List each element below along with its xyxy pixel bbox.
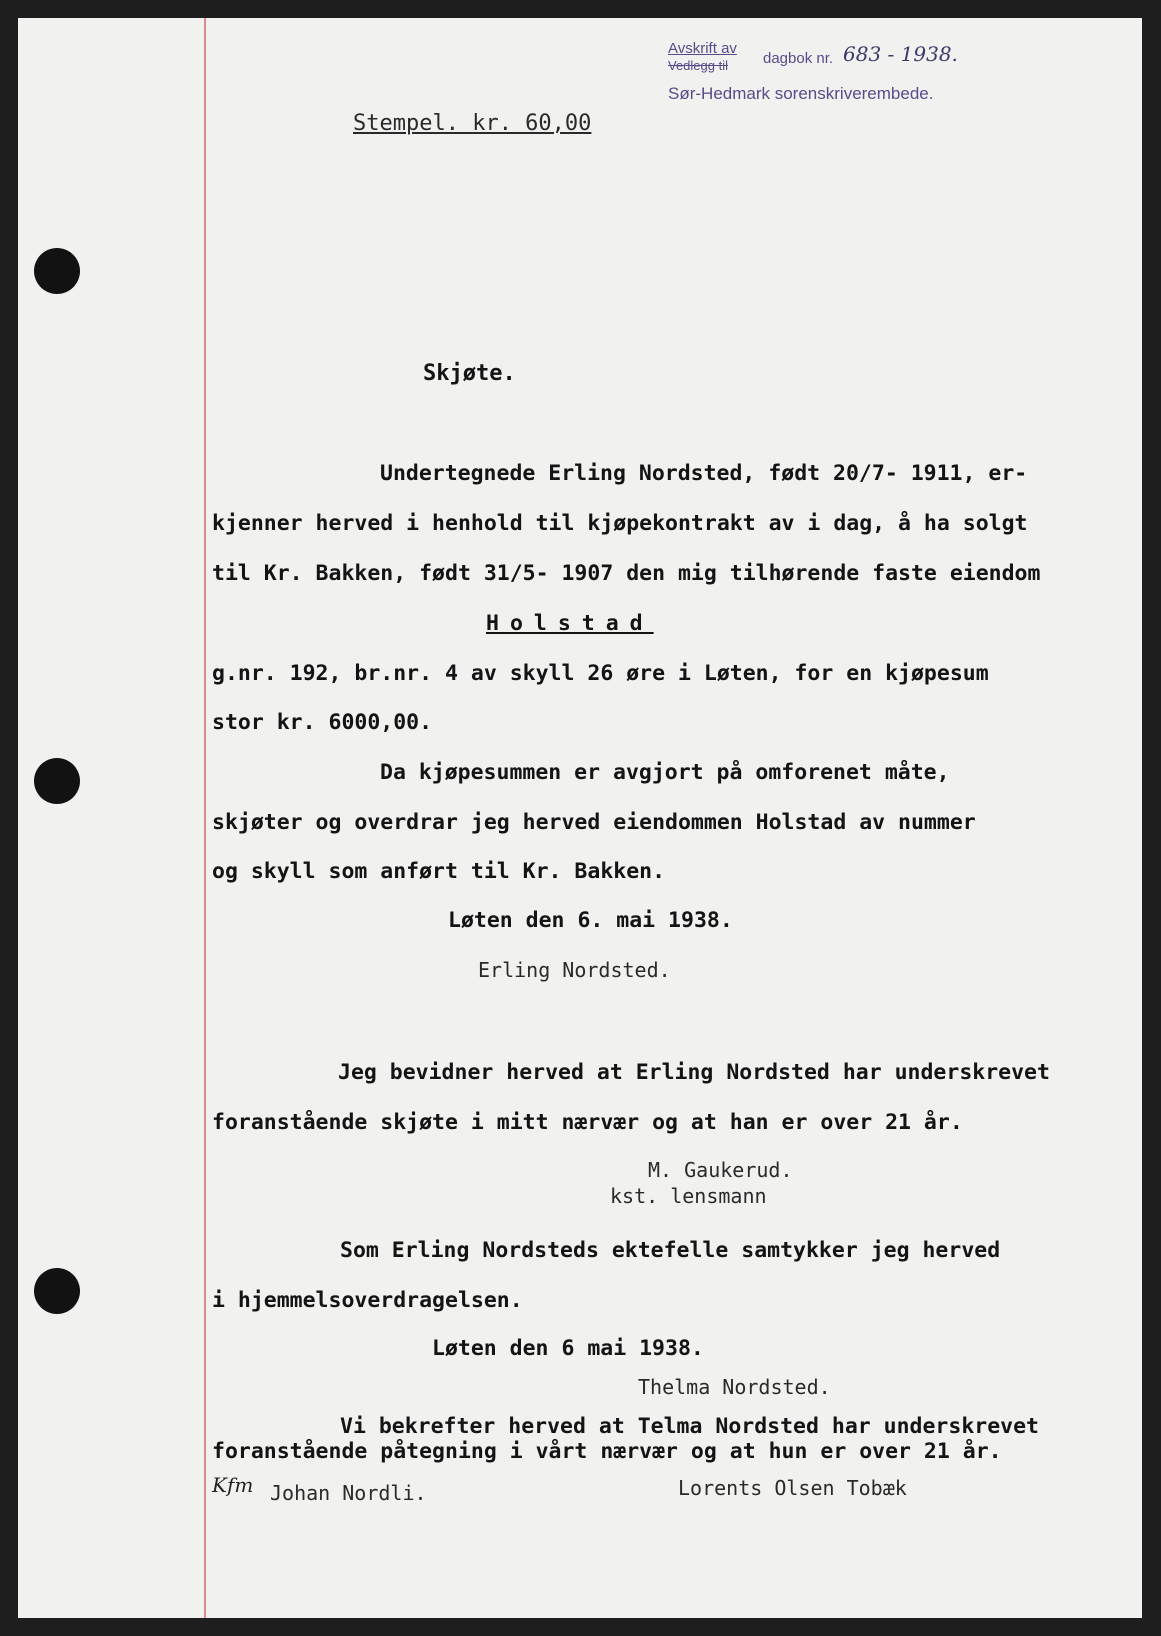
- margin-line: [204, 18, 206, 1618]
- consent-line2: i hjemmelsoverdragelsen.: [212, 1288, 523, 1313]
- confirm-line2: foranstående påtegning i vårt nærvær og at hun er over 21 år.: [212, 1439, 1002, 1464]
- stamp-struck: Vedlegg til: [668, 58, 728, 73]
- document-title: Skjøte.: [423, 361, 516, 386]
- stamp-fee: Stempel. kr. 60,00: [353, 111, 592, 136]
- signature-thelma: Thelma Nordsted.: [638, 1375, 831, 1399]
- punch-hole-bottom: [34, 1268, 80, 1314]
- stamp-dagbok-number: 683 - 1938.: [843, 42, 958, 66]
- stamp-header: [668, 40, 1098, 110]
- witness-line2: foranstående skjøte i mitt nærvær og at han er over 21 år.: [212, 1110, 963, 1135]
- punch-hole-middle: [34, 758, 80, 804]
- confirm-line1: Vi bekrefter herved at Telma Nordsted har underskrevet: [340, 1414, 1039, 1439]
- signature-erling: Erling Nordsted.: [478, 958, 671, 982]
- date-2: Løten den 6 mai 1938.: [432, 1336, 704, 1361]
- paragraph1-line2: kjenner herved i henhold til kjøpekontrakt av i dag, å ha solgt: [212, 511, 1028, 536]
- stamp-dagbok: dagbok nr.: [763, 50, 834, 67]
- paragraph2-line1: Da kjøpesummen er avgjort på omforenet måte,: [380, 760, 950, 785]
- stamp-office: Sør-Hedmark sorenskriverembede.: [668, 84, 934, 103]
- date-1: Løten den 6. mai 1938.: [448, 908, 733, 933]
- witness-name: M. Gaukerud.: [648, 1158, 793, 1182]
- paragraph2-line2: skjøter og overdrar jeg herved eiendommen Holstad av nummer: [212, 810, 976, 835]
- paragraph1-line1: Undertegnede Erling Nordsted, født 20/7- 1911, er-: [380, 461, 1028, 486]
- signature-johan: Johan Nordli.: [270, 1481, 427, 1505]
- signature-lorents: Lorents Olsen Tobæk: [678, 1476, 907, 1500]
- document-page: [18, 18, 1142, 1618]
- paragraph1-cont-line1: g.nr. 192, br.nr. 4 av skyll 26 øre i Løten, for en kjøpesum: [212, 661, 989, 686]
- witness-line1: Jeg bevidner herved at Erling Nordsted har underskrevet: [338, 1060, 1050, 1085]
- stamp-avskrift: Avskrift av: [668, 40, 737, 57]
- paragraph2-line3: og skyll som anført til Kr. Bakken.: [212, 859, 666, 884]
- property-name: Holstad: [486, 611, 654, 636]
- consent-line1: Som Erling Nordsteds ektefelle samtykker jeg herved: [340, 1238, 1001, 1263]
- paragraph1-cont-line2: stor kr. 6000,00.: [212, 710, 433, 735]
- witness-title: kst. lensmann: [610, 1184, 767, 1208]
- initials-handwritten: Kfm: [212, 1473, 254, 1497]
- paragraph1-line3: til Kr. Bakken, født 31/5- 1907 den mig tilhørende faste eiendom: [212, 561, 1041, 586]
- punch-hole-top: [34, 248, 80, 294]
